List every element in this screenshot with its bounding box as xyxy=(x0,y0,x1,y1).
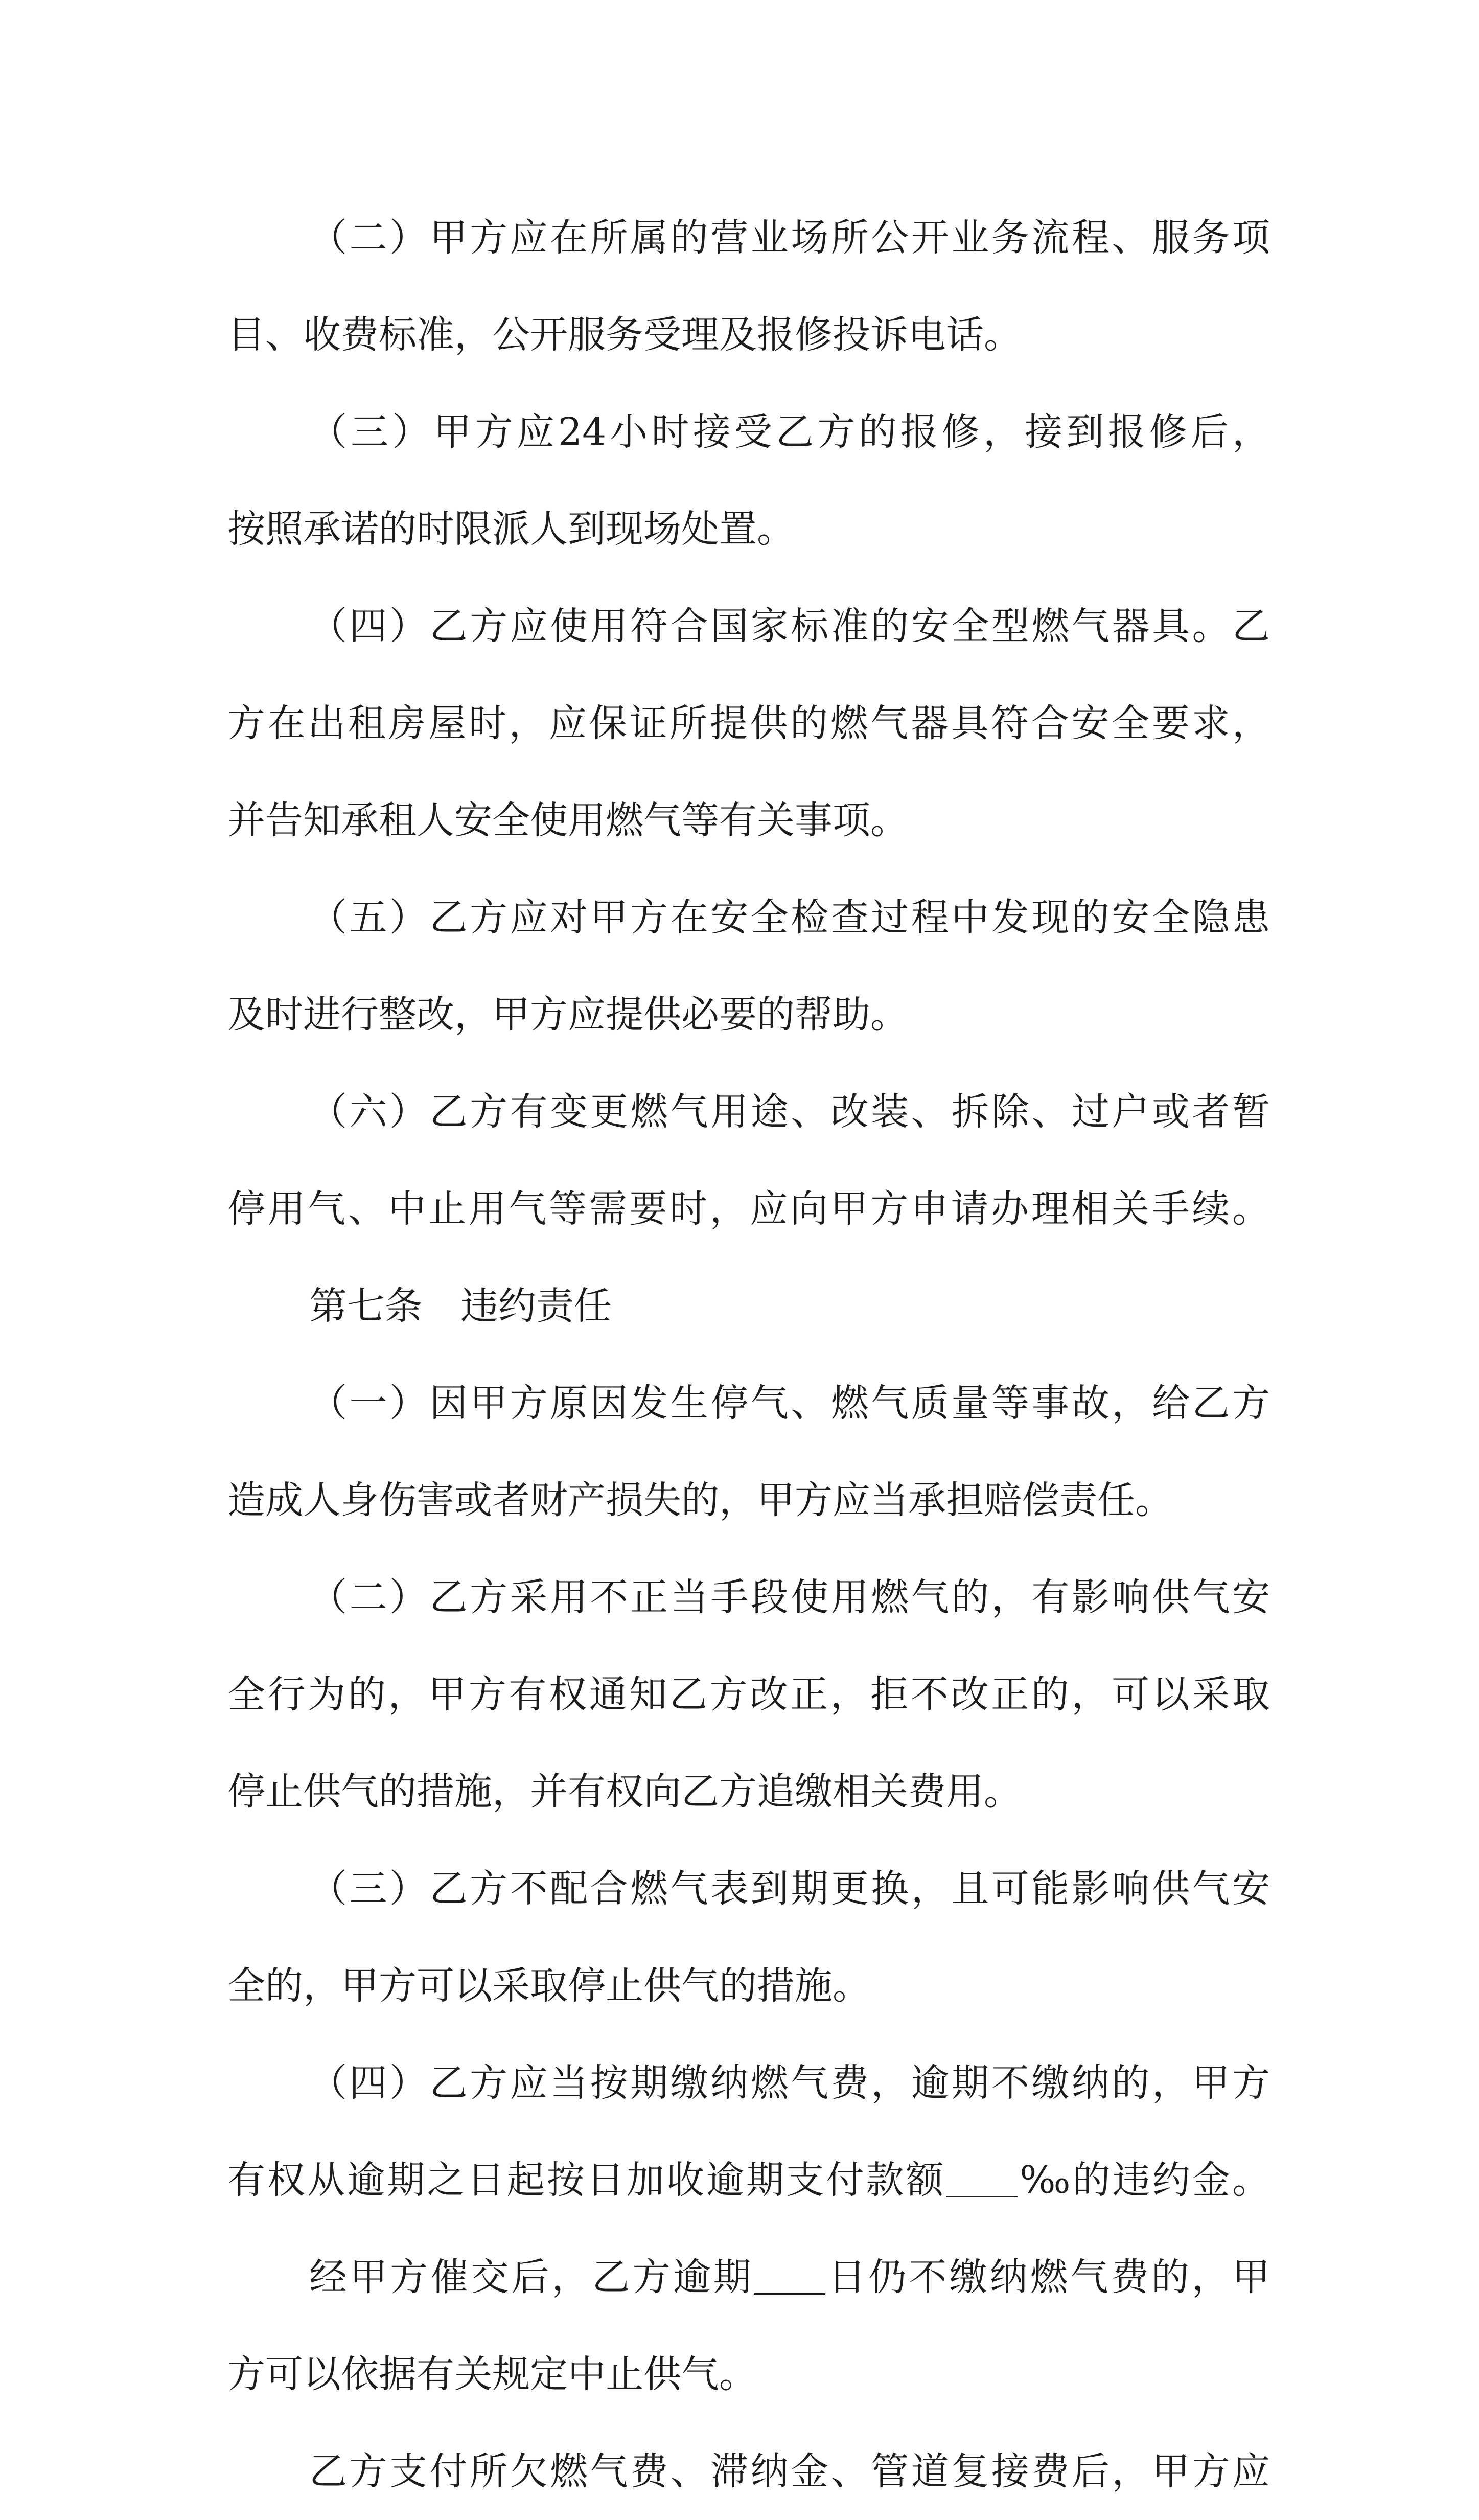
line-text: 方可以依据有关规定中止供气。 xyxy=(227,2352,757,2396)
line-text: 及时进行整改，甲方应提供必要的帮助。 xyxy=(227,993,908,1037)
line-text: （四）乙方应使用符合国家标准的安全型燃气器具。乙 xyxy=(309,604,1270,648)
text-line xyxy=(227,1452,1270,1549)
line-text-after-blank: ‰的违约金。 xyxy=(1018,2158,1270,2202)
line-text: （六）乙方有变更燃气用途、改装、拆除、过户或者暂 xyxy=(309,1090,1270,1134)
line-text: 目、收费标准，公开服务受理及报修投诉电话。 xyxy=(227,313,1022,357)
line-text-before-blank: 有权从逾期之日起按日加收逾期支付款额 xyxy=(227,2158,946,2202)
text-line xyxy=(227,286,1270,383)
line-text: 造成人身伤害或者财产损失的，甲方应当承担赔偿责任。 xyxy=(227,1478,1173,1522)
line-text: 按照承诺的时限派人到现场处置。 xyxy=(227,507,795,551)
text-line xyxy=(227,1743,1270,1840)
text-line xyxy=(227,2034,1270,2132)
text-line xyxy=(227,189,1270,286)
line-text-after-blank: 日仍不缴纳燃气费的，甲 xyxy=(825,2255,1270,2299)
line-text: 停止供气的措施，并有权向乙方追缴相关费用。 xyxy=(227,1770,1022,1814)
text-line xyxy=(227,675,1270,772)
text-line xyxy=(227,480,1270,578)
text-line xyxy=(227,2326,1270,2423)
line-text: 并告知承租人安全使用燃气等有关事项。 xyxy=(227,798,908,842)
text-line xyxy=(227,1355,1270,1452)
line-text: （二）甲方应在所属的营业场所公开业务流程、服务项 xyxy=(309,216,1270,260)
line-text: 乙方支付所欠燃气费、滞纳金、管道复接费后，甲方应 xyxy=(309,2449,1270,2493)
line-text: 第七条 违约责任 xyxy=(309,1284,612,1328)
line-text: 全的，甲方可以采取停止供气的措施。 xyxy=(227,1964,870,2008)
text-line xyxy=(227,578,1270,675)
line-text: （一）因甲方原因发生停气、燃气质量等事故，给乙方 xyxy=(309,1381,1270,1425)
text-line xyxy=(227,383,1270,480)
text-line xyxy=(227,772,1270,869)
line-text: （四）乙方应当按期缴纳燃气费，逾期不缴纳的，甲方 xyxy=(309,2061,1270,2105)
fill-in-blank xyxy=(946,2158,1018,2197)
text-line xyxy=(227,1937,1270,2034)
line-text: （三）乙方不配合燃气表到期更换，且可能影响供气安 xyxy=(309,1867,1270,1911)
line-text: 方在出租房屋时，应保证所提供的燃气器具符合安全要求， xyxy=(227,701,1270,745)
text-line xyxy=(227,869,1270,966)
text-line xyxy=(227,1257,1270,1355)
text-line xyxy=(227,1160,1270,1257)
line-text: （三）甲方应24小时接受乙方的报修，接到报修后， xyxy=(309,410,1270,454)
text-line xyxy=(227,2423,1270,2520)
text-line xyxy=(227,1549,1270,1646)
text-line xyxy=(227,1063,1270,1160)
line-text: 停用气、中止用气等需要时，应向甲方申请办理相关手续。 xyxy=(227,1187,1270,1231)
text-line xyxy=(227,1646,1270,1743)
line-text: （二）乙方采用不正当手段使用燃气的，有影响供气安 xyxy=(309,1575,1270,1619)
document-body xyxy=(227,189,1270,2520)
line-text: （五）乙方应对甲方在安全检查过程中发现的安全隐患 xyxy=(309,896,1270,940)
line-text: 全行为的，甲方有权通知乙方改正，拒不改正的，可以采取 xyxy=(227,1673,1270,1716)
text-line xyxy=(227,2229,1270,2326)
text-line xyxy=(227,2132,1270,2229)
fill-in-blank xyxy=(754,2255,826,2295)
line-text-before-blank: 经甲方催交后，乙方逾期 xyxy=(309,2255,754,2299)
text-line xyxy=(227,1840,1270,1937)
text-line xyxy=(227,966,1270,1063)
